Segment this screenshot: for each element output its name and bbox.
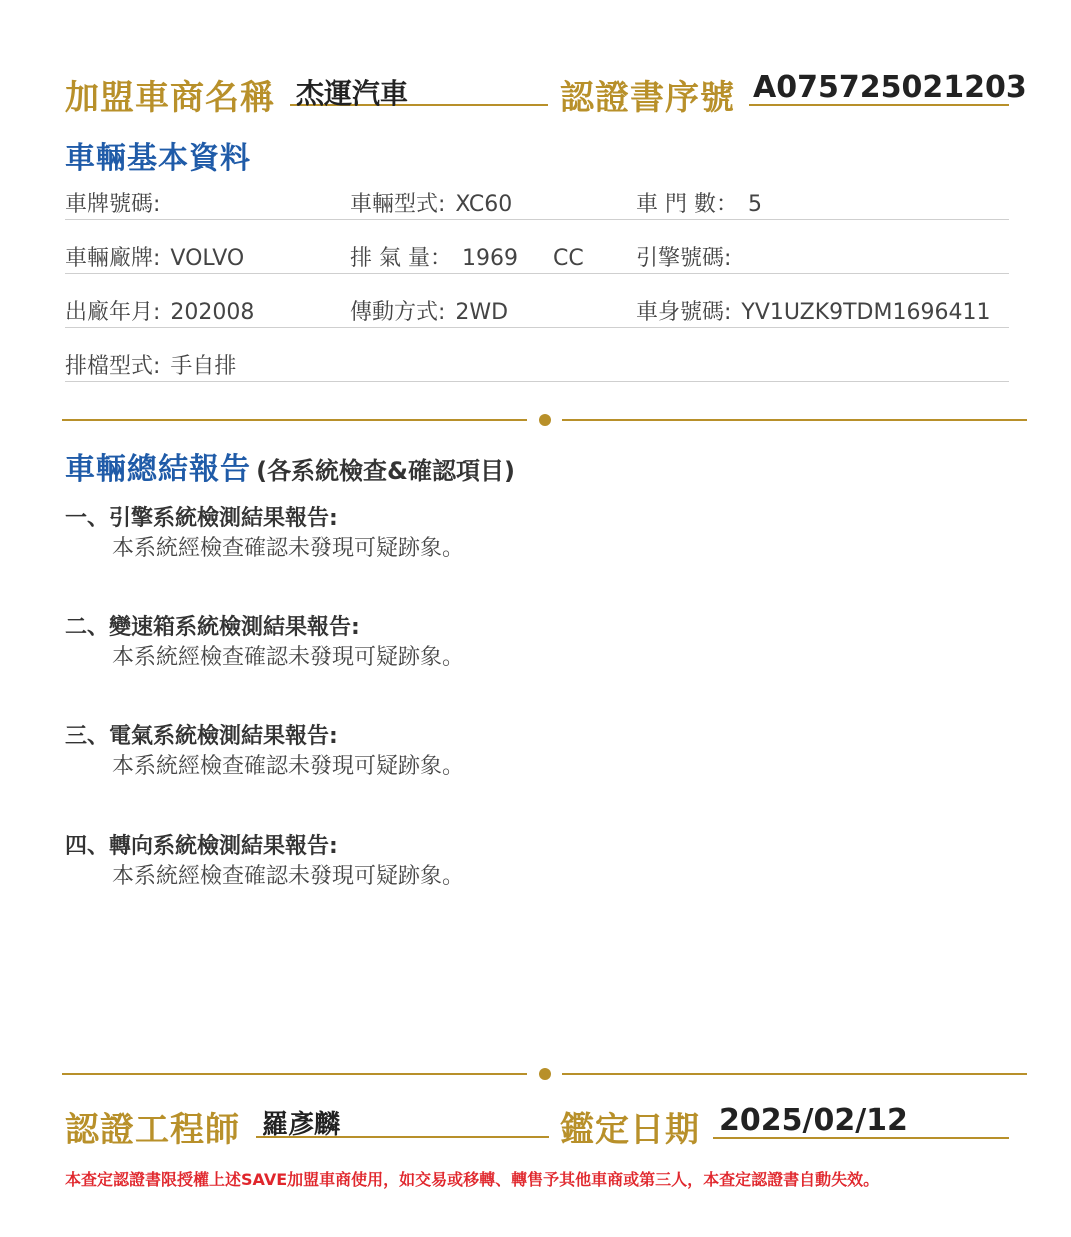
info-row bbox=[65, 345, 1009, 382]
plate-number-field: 車牌號碼: bbox=[65, 192, 161, 217]
basic-info-title: 車輛基本資料 bbox=[65, 141, 251, 176]
report-item-body: 本系統經檢查確認未發現可疑跡象。 bbox=[112, 754, 465, 779]
divider-line-right bbox=[562, 1073, 1027, 1075]
summary-title: 車輛總結報告 bbox=[65, 452, 251, 487]
report-item-body: 本系統經檢查確認未發現可疑跡象。 bbox=[112, 536, 465, 561]
brand-field: 車輛廠牌: VOLVO bbox=[65, 246, 245, 271]
footer-divider bbox=[62, 1066, 1027, 1082]
info-row bbox=[65, 183, 1009, 220]
inspection-date-label: 鑑定日期 bbox=[560, 1110, 700, 1150]
divider-line-left bbox=[62, 1073, 527, 1075]
door-count-field: 車 門 數： 5 bbox=[636, 192, 762, 217]
drive-type-field: 傳動方式: 2WD bbox=[350, 300, 509, 325]
report-item-title: 三、電氣系統檢測結果報告: bbox=[65, 724, 338, 749]
dealer-label: 加盟車商名稱 bbox=[65, 78, 275, 118]
summary-subtitle: (各系統檢查&確認項目) bbox=[256, 457, 515, 485]
divider-line-left bbox=[62, 419, 527, 421]
cert-no-label: 認證書序號 bbox=[560, 78, 735, 118]
cert-no-value: A075725021203 bbox=[749, 70, 1009, 106]
summary-heading bbox=[65, 444, 515, 488]
report-item-title: 四、轉向系統檢測結果報告: bbox=[65, 834, 338, 859]
engineer-label: 認證工程師 bbox=[65, 1110, 240, 1150]
info-row bbox=[65, 237, 1009, 274]
transmission-field: 排檔型式: 手自排 bbox=[65, 354, 237, 379]
vin-field: 車身號碼: YV1UZK9TDM1696411 bbox=[636, 300, 991, 325]
divider-dot bbox=[539, 414, 551, 426]
engineer-value: 羅彥麟 bbox=[256, 1104, 549, 1138]
section-divider bbox=[62, 412, 1027, 428]
info-row bbox=[65, 291, 1009, 328]
vehicle-model-field: 車輛型式: XC60 bbox=[350, 192, 513, 217]
inspection-date-value: 2025/02/12 bbox=[713, 1103, 1009, 1139]
engine-number-field: 引擎號碼: bbox=[636, 246, 732, 271]
dealer-value: 杰運汽車 bbox=[290, 72, 548, 106]
report-item-body: 本系統經檢查確認未發現可疑跡象。 bbox=[112, 645, 465, 670]
divider-line-right bbox=[562, 419, 1027, 421]
displacement-field: 排 氣 量： 1969 CC bbox=[350, 246, 584, 271]
divider-dot bbox=[539, 1068, 551, 1080]
manufacture-date-field: 出廠年月: 202008 bbox=[65, 300, 255, 325]
report-item-title: 二、變速箱系統檢測結果報告: bbox=[65, 615, 360, 640]
validity-notice: 本查定認證書限授權上述SAVE加盟車商使用，如交易或移轉、轉售予其他車商或第三人，本查定認證書自動失效。 bbox=[65, 1170, 880, 1189]
report-item-body: 本系統經檢查確認未發現可疑跡象。 bbox=[112, 864, 465, 889]
report-item-title: 一、引擎系統檢測結果報告: bbox=[65, 506, 338, 531]
